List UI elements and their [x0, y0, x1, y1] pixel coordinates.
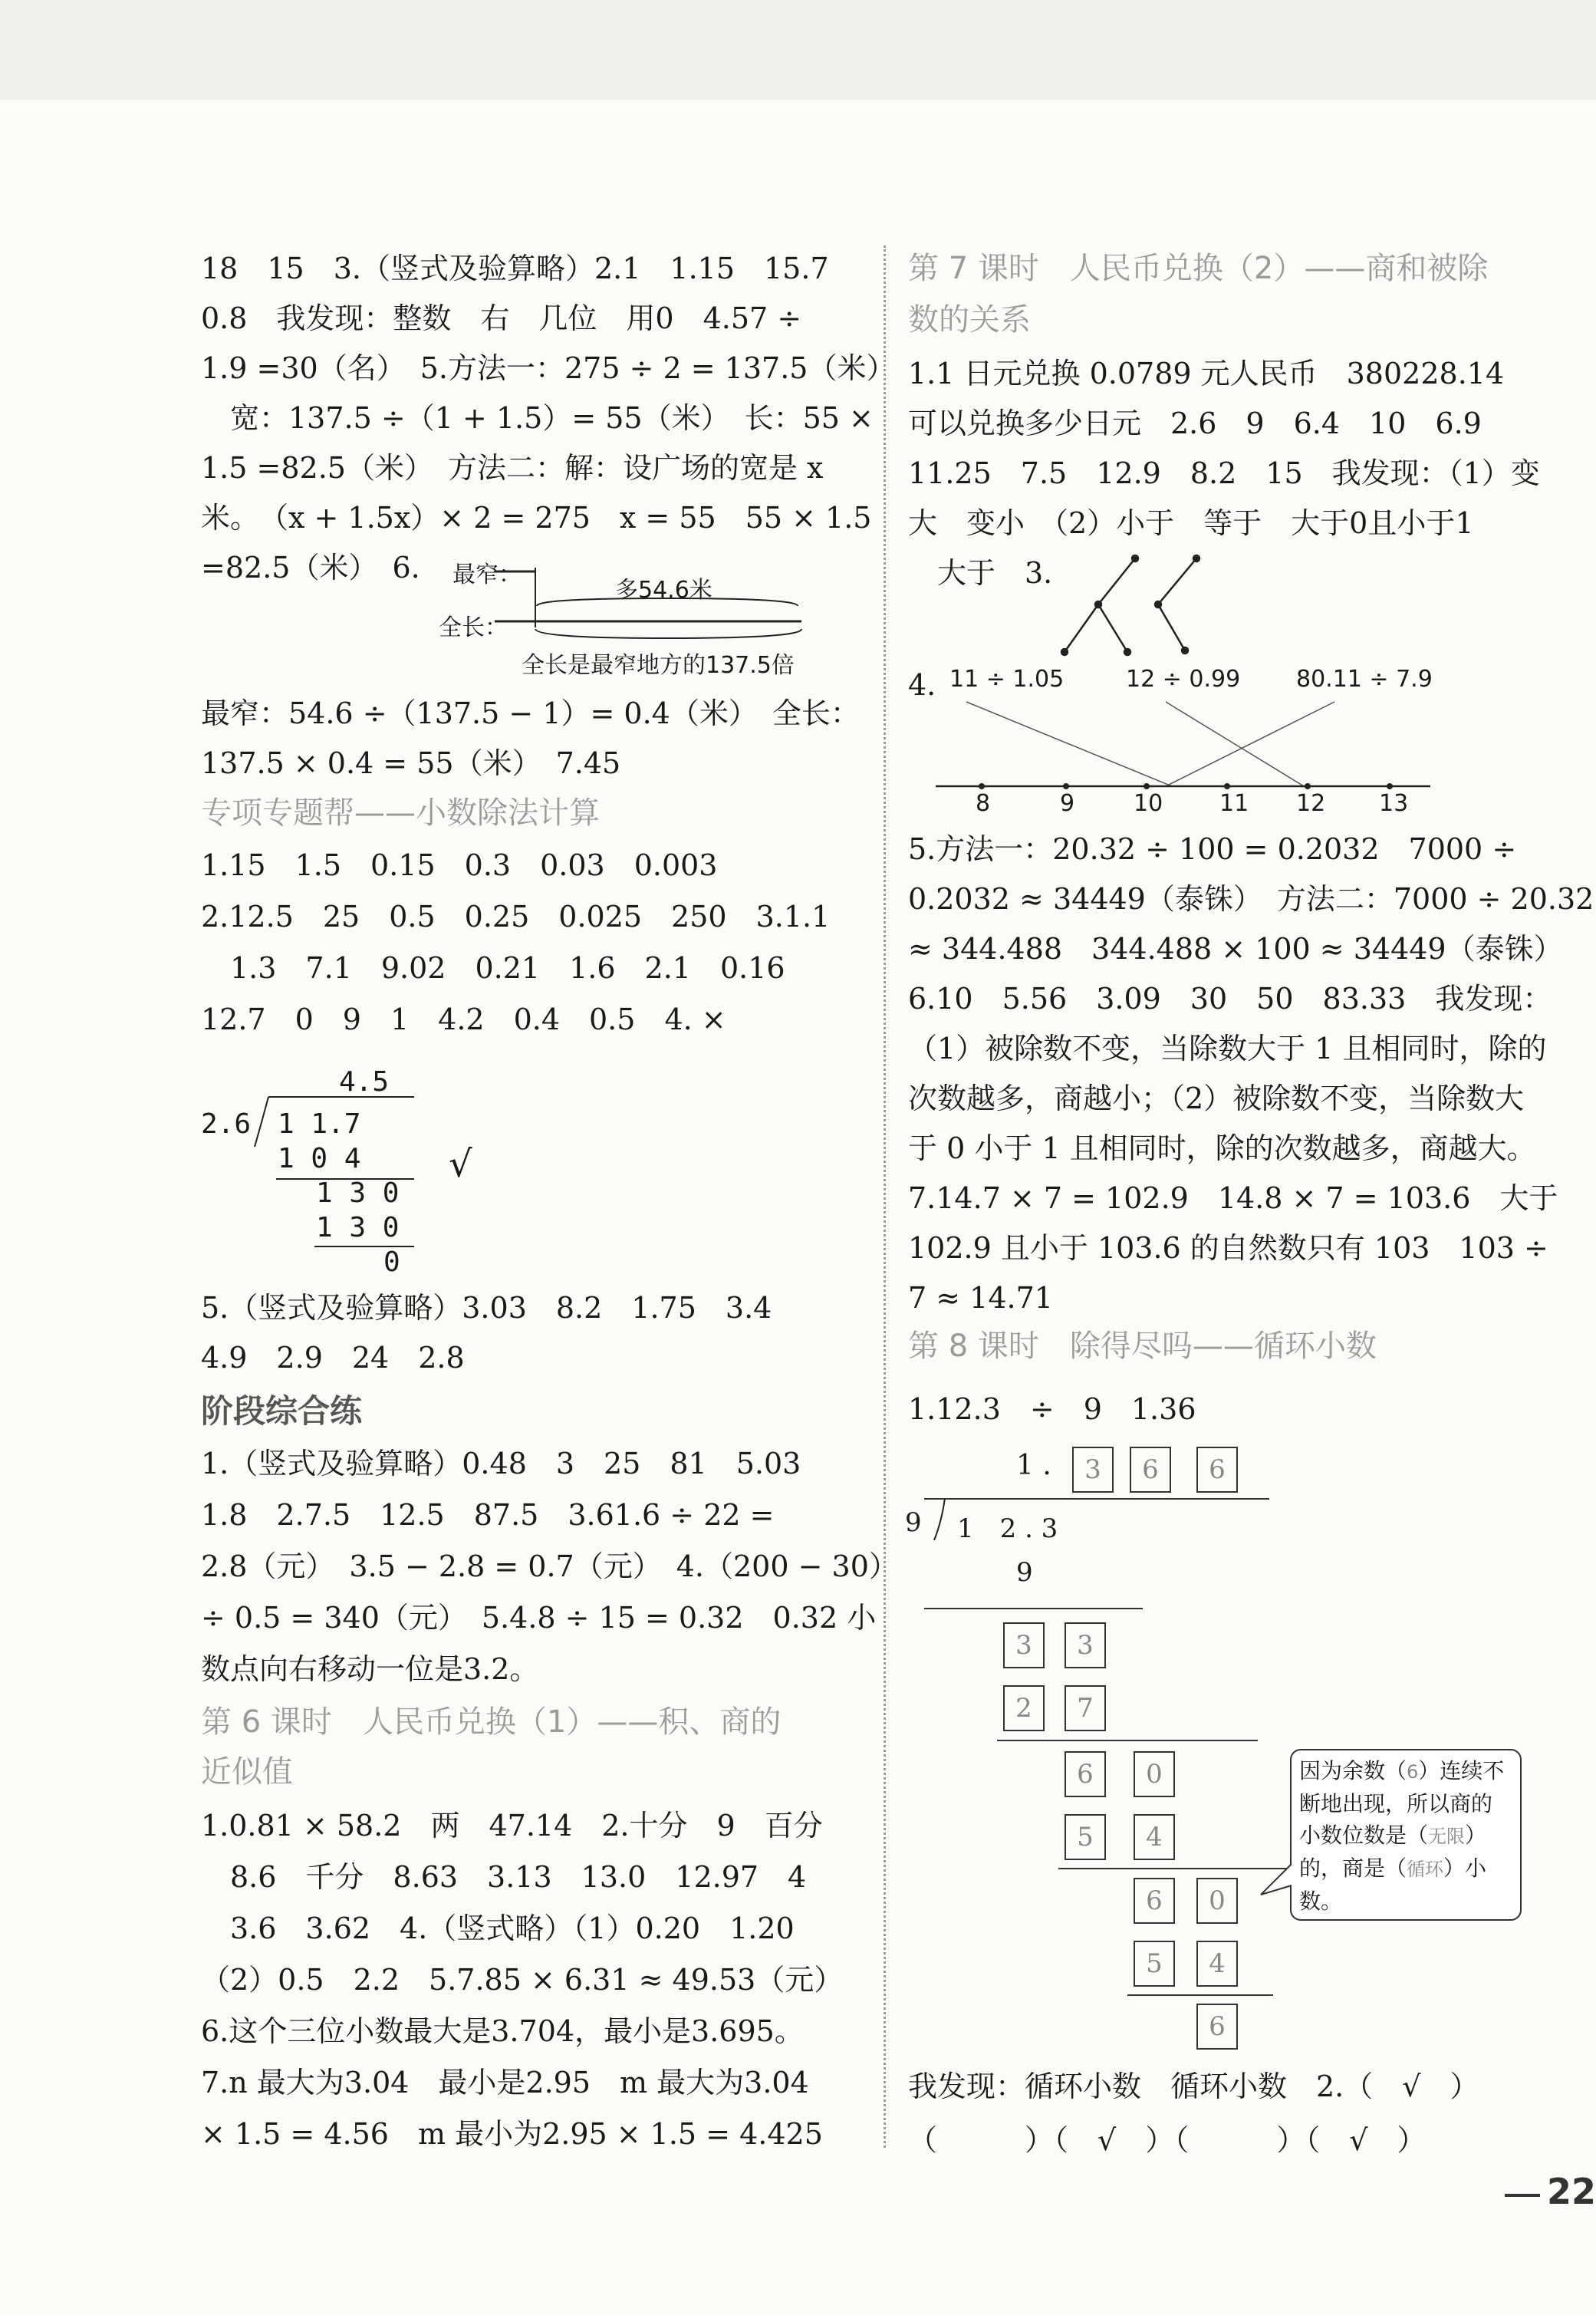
ld1-row: 1 3 0 — [316, 1212, 400, 1243]
ld2-line — [924, 1608, 1143, 1609]
dot-matching-diagram — [1051, 552, 1235, 660]
diagram-narrow-label: 最窄： — [452, 561, 522, 588]
column-divider — [884, 245, 886, 2148]
ld2-line — [997, 1740, 1258, 1741]
expression-label: 12 ÷ 0.99 — [1126, 666, 1241, 693]
diagram-full-label: 全长： — [439, 614, 508, 641]
section-heading-cont: 数的关系 — [908, 302, 1031, 338]
answer-box: 6 — [1130, 1447, 1171, 1493]
answer-box: 5 — [1065, 1814, 1106, 1860]
check-mark: √ — [449, 1143, 472, 1186]
text-line: 6.这个三位小数最大是3.704，最小是3.695。 — [201, 2014, 804, 2048]
text-line: （ ）（ √ ）（ ）（ √ ） — [908, 2123, 1427, 2157]
text-line: 4.9 2.9 24 2.8 — [201, 1341, 465, 1375]
ld2-line — [1127, 1994, 1273, 1996]
segment-diagram — [491, 568, 813, 652]
text-line: 7.n 最大为3.04 最小是2.95 m 最大为3.04 — [201, 2066, 809, 2099]
callout-note — [1290, 1749, 1522, 1921]
page-number: 22 — [1546, 2171, 1596, 2212]
text-line: ÷ 0.5 = 340（元） 5.4.8 ÷ 15 = 0.32 0.32 小 — [201, 1601, 877, 1635]
ld1-quotient: 4.5 — [339, 1066, 390, 1098]
text-line: =82.5（米） 6. — [201, 551, 420, 585]
text-line: 大于 3. — [908, 556, 1053, 590]
answer-box: 7 — [1065, 1685, 1106, 1731]
tick-dot — [1224, 783, 1230, 789]
answer-box: 6 — [1134, 1878, 1175, 1924]
answer-box: 3 — [1065, 1622, 1106, 1668]
note-text: ）连续不断地出现，所以商的小数位数是（ — [1299, 1758, 1505, 1848]
tick-dot — [1144, 783, 1150, 789]
section-heading: 第 6 课时 人民币兑换（1）——积、商的 — [201, 1704, 782, 1740]
text-line: 1.1 日元兑换 0.0789 元人民币 380228.14 — [908, 357, 1505, 390]
text-line: 7.14.7 × 7 = 102.9 14.8 × 7 = 103.6 大于 — [908, 1181, 1558, 1215]
text-line: （1）被除数不变，当除数大于 1 且相同时，除的 — [908, 1032, 1547, 1065]
section-heading: 第 8 课时 除得尽吗——循环小数 — [908, 1329, 1377, 1364]
answer-box: 0 — [1196, 1878, 1238, 1924]
text-line: 0.2032 ≈ 34449（泰铢） 方法二：7000 ÷ 20.32 — [908, 882, 1594, 916]
page-number-dash — [1505, 2194, 1540, 2197]
ld1-row: 1 0 4 — [278, 1143, 361, 1174]
text-line: 大 变小 （2）小于 等于 大于0且小于1 — [908, 506, 1474, 540]
tick-dot — [1305, 783, 1311, 789]
note-fill: 无限 — [1428, 1826, 1466, 1847]
text-line: 5.方法一：20.32 ÷ 100 = 0.2032 7000 ÷ — [908, 832, 1517, 866]
text-line: 12.7 0 9 1 4.2 0.4 0.5 4. × — [201, 1003, 726, 1036]
text-line: 米。 （x + 1.5x）× 2 = 275 x = 55 55 × 1.5 — [201, 501, 872, 535]
text-line: 1.9 =30（名） 5.方法一：275 ÷ 2 = 137.5（米） — [201, 351, 896, 385]
answer-box: 6 — [1196, 1447, 1238, 1493]
answer-box: 3 — [1003, 1622, 1045, 1668]
text-line: 于 0 小于 1 且相同时，除的次数越多，商越大。 — [908, 1131, 1536, 1165]
answer-box: 5 — [1134, 1941, 1175, 1987]
text-line: ≈ 344.488 344.488 × 100 ≈ 34449（泰铢） — [908, 932, 1563, 966]
text-line: 1.8 2.7.5 12.5 87.5 3.61.6 ÷ 22 = — [201, 1498, 775, 1532]
text-line: 102.9 且小于 103.6 的自然数只有 103 103 ÷ — [908, 1231, 1548, 1265]
text-line: 数点向右移动一位是3.2。 — [201, 1652, 539, 1686]
text-line: 8.6 千分 8.63 3.13 13.0 12.97 4 — [201, 1860, 807, 1894]
ld2-line — [1058, 1868, 1288, 1869]
text-line: 1.3 7.1 9.02 0.21 1.6 2.1 0.16 — [201, 951, 785, 985]
tick-label: 12 — [1296, 790, 1326, 817]
text-line: 我发现：循环小数 循环小数 2.（ √ ） — [908, 2070, 1479, 2103]
ld2-divisor: 9 — [905, 1507, 922, 1538]
text-line: 宽：137.5 ÷（1 + 1.5）= 55（米） 长：55 × — [201, 401, 874, 435]
answer-box: 0 — [1134, 1751, 1175, 1797]
section-heading: 专项专题帮——小数除法计算 — [201, 795, 600, 831]
expression-label: 80.11 ÷ 7.9 — [1296, 666, 1433, 693]
text-line: 次数越多，商越小；（2）被除数不变，当除数大 — [908, 1082, 1525, 1115]
ld1-dividend: 1 1.7 — [278, 1108, 361, 1140]
tick-label: 13 — [1379, 790, 1409, 817]
text-line: 2.12.5 25 0.5 0.25 0.025 250 3.1.1 — [201, 900, 831, 934]
text-line: 0.8 我发现：整数 右 几位 用0 4.57 ÷ — [201, 301, 802, 335]
top-margin-band — [0, 0, 1596, 100]
answer-box: 2 — [1003, 1685, 1045, 1731]
text-line: 可以兑换多少日元 2.6 9 6.4 10 6.9 — [908, 407, 1482, 440]
callout-pointer — [1258, 1856, 1295, 1902]
ld1-divisor: 2.6 — [201, 1108, 252, 1140]
tick-label: 11 — [1219, 790, 1249, 817]
text-line: 1.5 =82.5（米） 方法二：解：设广场的宽是 x — [201, 451, 824, 485]
expression-label: 11 ÷ 1.05 — [949, 666, 1065, 693]
note-text: 因为余数（ — [1299, 1758, 1407, 1783]
note-text: ）小数。 — [1299, 1856, 1487, 1914]
text-line: （2）0.5 2.2 5.7.85 × 6.31 ≈ 49.53（元） — [201, 1963, 844, 1997]
answer-box: 6 — [1196, 2004, 1238, 2050]
answer-box: 4 — [1196, 1941, 1238, 1987]
text-line: 7 ≈ 14.71 — [908, 1281, 1053, 1315]
ld1-brackets — [245, 1093, 422, 1254]
text-line: 最窄：54.6 ÷（137.5 − 1）= 0.4（米） 全长： — [201, 696, 860, 730]
text-line: 11.25 7.5 12.9 8.2 15 我发现：（1）变 — [908, 456, 1540, 490]
text-line: 137.5 × 0.4 = 55（米） 7.45 — [201, 746, 621, 780]
note-text: ）的，商是（ — [1299, 1823, 1487, 1881]
text-line: 1.12.3 ÷ 9 1.36 — [908, 1392, 1196, 1426]
tick-label: 10 — [1134, 790, 1163, 817]
text-line: 3.6 3.62 4.（竖式略）（1）0.20 1.20 — [201, 1912, 795, 1945]
answer-box: 4 — [1134, 1814, 1175, 1860]
number-line — [936, 694, 1434, 802]
ld2-quotient-prefix: 1 . — [1016, 1450, 1051, 1481]
ld2-bracket-line — [924, 1498, 1269, 1500]
text-line: × 1.5 = 4.56 m 最小为2.95 × 1.5 = 4.425 — [201, 2117, 823, 2151]
ld2-first-sub: 9 — [1016, 1557, 1033, 1588]
text-line: 1.0.81 × 58.2 两 47.14 2.十分 9 百分 — [201, 1809, 823, 1842]
tick-dot — [1063, 783, 1069, 789]
question-label: 4. — [908, 668, 936, 702]
note-fill: 循环 — [1407, 1859, 1444, 1880]
ld2-dividend: 1 2 . 3 — [957, 1513, 1058, 1544]
note-fill: 6 — [1407, 1761, 1419, 1783]
diagram-bottom-label: 全长是最窄地方的137.5倍 — [522, 652, 795, 679]
answer-box: 3 — [1072, 1447, 1114, 1493]
tick-dot — [1387, 783, 1393, 789]
section-heading: 第 7 课时 人民币兑换（2）——商和被除 — [908, 251, 1489, 286]
ld2-bracket-curve — [928, 1498, 951, 1544]
answer-box: 6 — [1065, 1751, 1106, 1797]
text-line: 18 15 3.（竖式及验算略）2.1 1.15 15.7 — [201, 252, 829, 285]
section-heading-cont: 近似值 — [201, 1754, 293, 1790]
text-line: 2.8（元） 3.5 − 2.8 = 0.7（元） 4.（200 − 30） — [201, 1549, 898, 1583]
text-line: 1.15 1.5 0.15 0.3 0.03 0.003 — [201, 848, 718, 882]
text-line: 6.10 5.56 3.09 30 50 83.33 我发现： — [908, 982, 1552, 1016]
diagram-more-label: 多54.6米 — [615, 577, 712, 604]
tick-label: 9 — [1060, 790, 1075, 817]
ld1-row: 1 3 0 — [316, 1177, 400, 1209]
text-line: 1.（竖式及验算略）0.48 3 25 81 5.03 — [201, 1447, 801, 1480]
ld1-row: 0 — [383, 1246, 400, 1278]
text-line: 5.（竖式及验算略）3.03 8.2 1.75 3.4 — [201, 1291, 772, 1325]
tick-dot — [979, 783, 985, 789]
section-heading: 阶段综合练 — [201, 1392, 363, 1430]
tick-label: 8 — [976, 790, 991, 817]
